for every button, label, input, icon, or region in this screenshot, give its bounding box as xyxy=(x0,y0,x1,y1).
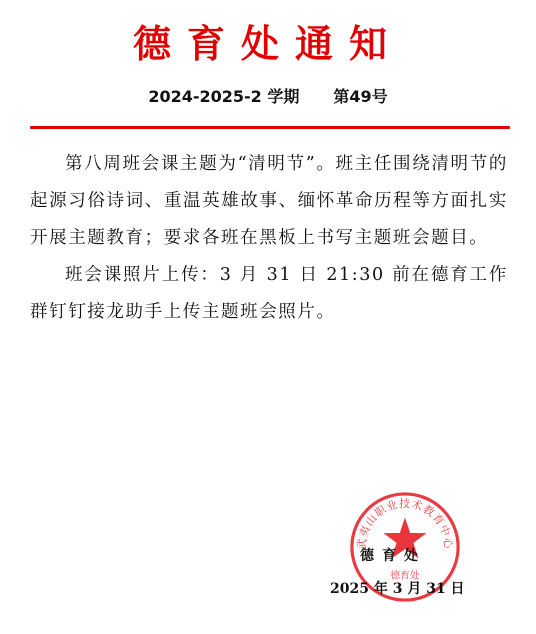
body-paragraph-photo-upload: 班会课照片上传：3 月 31 日 21:30 前在德育工作群钉钉接龙助手上传主题班会照片。 xyxy=(30,265,508,322)
header-red-rule xyxy=(30,126,510,129)
body-paragraph-theme: 第八周班会课主题为“清明节”。班主任围绕清明节的起源习俗诗词、重温英雄故事、缅怀革命历程等方面扎实开展主题教育；要求各班在黑板上书写主题班会题目。 xyxy=(30,154,508,248)
seal-center-text: 德育处 xyxy=(390,570,420,582)
notice-title: 德育处通知 xyxy=(132,21,403,66)
signature-date: 2025 年 3 月 31 日 xyxy=(330,581,465,597)
signature-department: 德育处 xyxy=(360,548,426,564)
seal-ring-text: 武夷山职业技术教育中心 xyxy=(355,497,455,550)
document-number-line xyxy=(0,86,536,108)
notice-body xyxy=(30,146,508,331)
document-number: 第49号 xyxy=(333,87,388,106)
document-term: 2024-2025-2 学期 xyxy=(148,87,300,106)
